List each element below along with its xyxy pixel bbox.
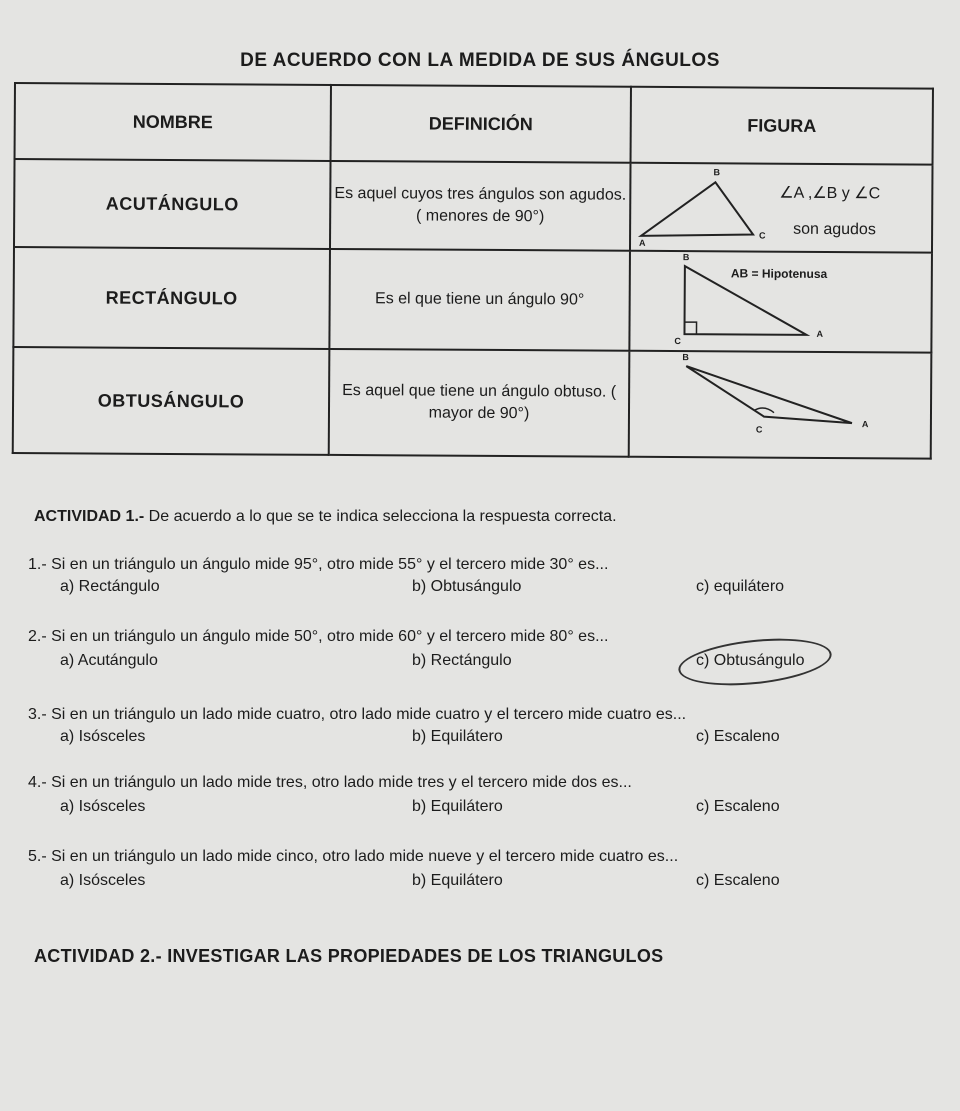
option-c[interactable]: c) Escaleno <box>696 872 780 889</box>
question-3: 3.- Si en un triángulo un lado mide cuatro, otro lado mide cuatro y el tercero mide cuatro es... <box>28 706 687 723</box>
acute-triangle-drawing <box>631 164 932 252</box>
vertex-label: A <box>861 419 869 430</box>
row-name: ACUTÁNGULO <box>14 159 331 249</box>
obtuse-triangle-figure <box>629 351 932 459</box>
row-definition: Es aquel cuyos tres ángulos son agudos. ( menores de 90°) <box>330 161 631 251</box>
activity1-label: ACTIVIDAD 1.- <box>34 508 145 525</box>
option-a[interactable]: a) Isósceles <box>60 798 146 815</box>
header-figure: FIGURA <box>631 87 933 165</box>
answer-options <box>60 578 820 600</box>
answer-options <box>60 798 820 820</box>
option-a[interactable]: a) Isósceles <box>60 872 146 889</box>
option-c[interactable]: c) Escaleno <box>696 728 780 745</box>
answer-options <box>60 872 820 894</box>
right-triangle-figure <box>629 251 932 353</box>
row-name: RECTÁNGULO <box>13 247 330 349</box>
question-1: 1.- Si en un triángulo un ángulo mide 95°, otro mide 55° y el tercero mide 30° es... <box>28 556 609 573</box>
option-b[interactable]: b) Equilátero <box>412 798 503 815</box>
table-header-row <box>15 83 933 165</box>
option-b[interactable]: b) Obtusángulo <box>412 578 522 595</box>
vertex-label: C <box>759 230 766 241</box>
answer-options <box>60 652 820 674</box>
vertex-label: B <box>682 352 689 363</box>
angles-note: ∠A ,∠B y ∠C <box>779 184 881 203</box>
question-4: 4.- Si en un triángulo un lado mide tres, otro lado mide tres y el tercero mide dos es... <box>28 774 632 791</box>
row-definition: Es aquel que tiene un ángulo obtuso. ( mayor de 90°) <box>329 349 630 457</box>
header-definition: DEFINICIÓN <box>331 85 631 163</box>
vertex-label: C <box>755 424 763 435</box>
vertex-label: B <box>713 167 720 178</box>
activity2-title: ACTIVIDAD 2.- INVESTIGAR LAS PROPIEDADES DE LOS TRIANGULOS <box>34 946 664 966</box>
table-row <box>13 347 932 459</box>
page-title: DE ACUERDO CON LA MEDIDA DE SUS ÁNGULOS <box>240 50 720 71</box>
question-5: 5.- Si en un triángulo un lado mide cinco, otro lado mide nueve y el tercero mide cuatro es... <box>28 848 679 865</box>
option-a[interactable]: a) Isósceles <box>60 728 146 745</box>
row-definition: Es el que tiene un ángulo 90° <box>329 249 630 351</box>
hypotenuse-note: AB = Hipotenusa <box>730 266 828 281</box>
vertex-label: A <box>816 328 824 339</box>
header-name: NOMBRE <box>15 83 331 161</box>
option-c[interactable]: c) equilátero <box>696 578 785 595</box>
option-b[interactable]: b) Rectángulo <box>412 652 512 669</box>
vertex-label: A <box>638 237 646 248</box>
option-b[interactable]: b) Equilátero <box>412 872 503 889</box>
question-2: 2.- Si en un triángulo un ángulo mide 50°, otro mide 60° y el tercero mide 80° es... <box>28 628 609 645</box>
vertex-label: C <box>674 336 681 347</box>
option-c[interactable]: c) Obtusángulo <box>696 652 805 669</box>
table-row <box>14 159 933 253</box>
vertex-label: B <box>682 252 690 263</box>
option-c[interactable]: c) Escaleno <box>696 798 780 815</box>
option-b[interactable]: b) Equilátero <box>412 728 503 745</box>
option-a[interactable]: a) Rectángulo <box>60 578 160 595</box>
activity1-title <box>34 508 617 526</box>
acute-note: son agudos <box>793 220 876 239</box>
obtuse-triangle-drawing <box>630 352 931 458</box>
table-row <box>13 247 932 353</box>
option-a[interactable]: a) Acutángulo <box>60 652 158 669</box>
activity1-instructions: De acuerdo a lo que se te indica selecciona la respuesta correcta. <box>144 508 617 525</box>
acute-triangle-figure <box>630 163 933 253</box>
angles-classification-table <box>12 82 934 460</box>
row-name: OBTUSÁNGULO <box>13 347 330 455</box>
answer-options <box>60 728 820 750</box>
